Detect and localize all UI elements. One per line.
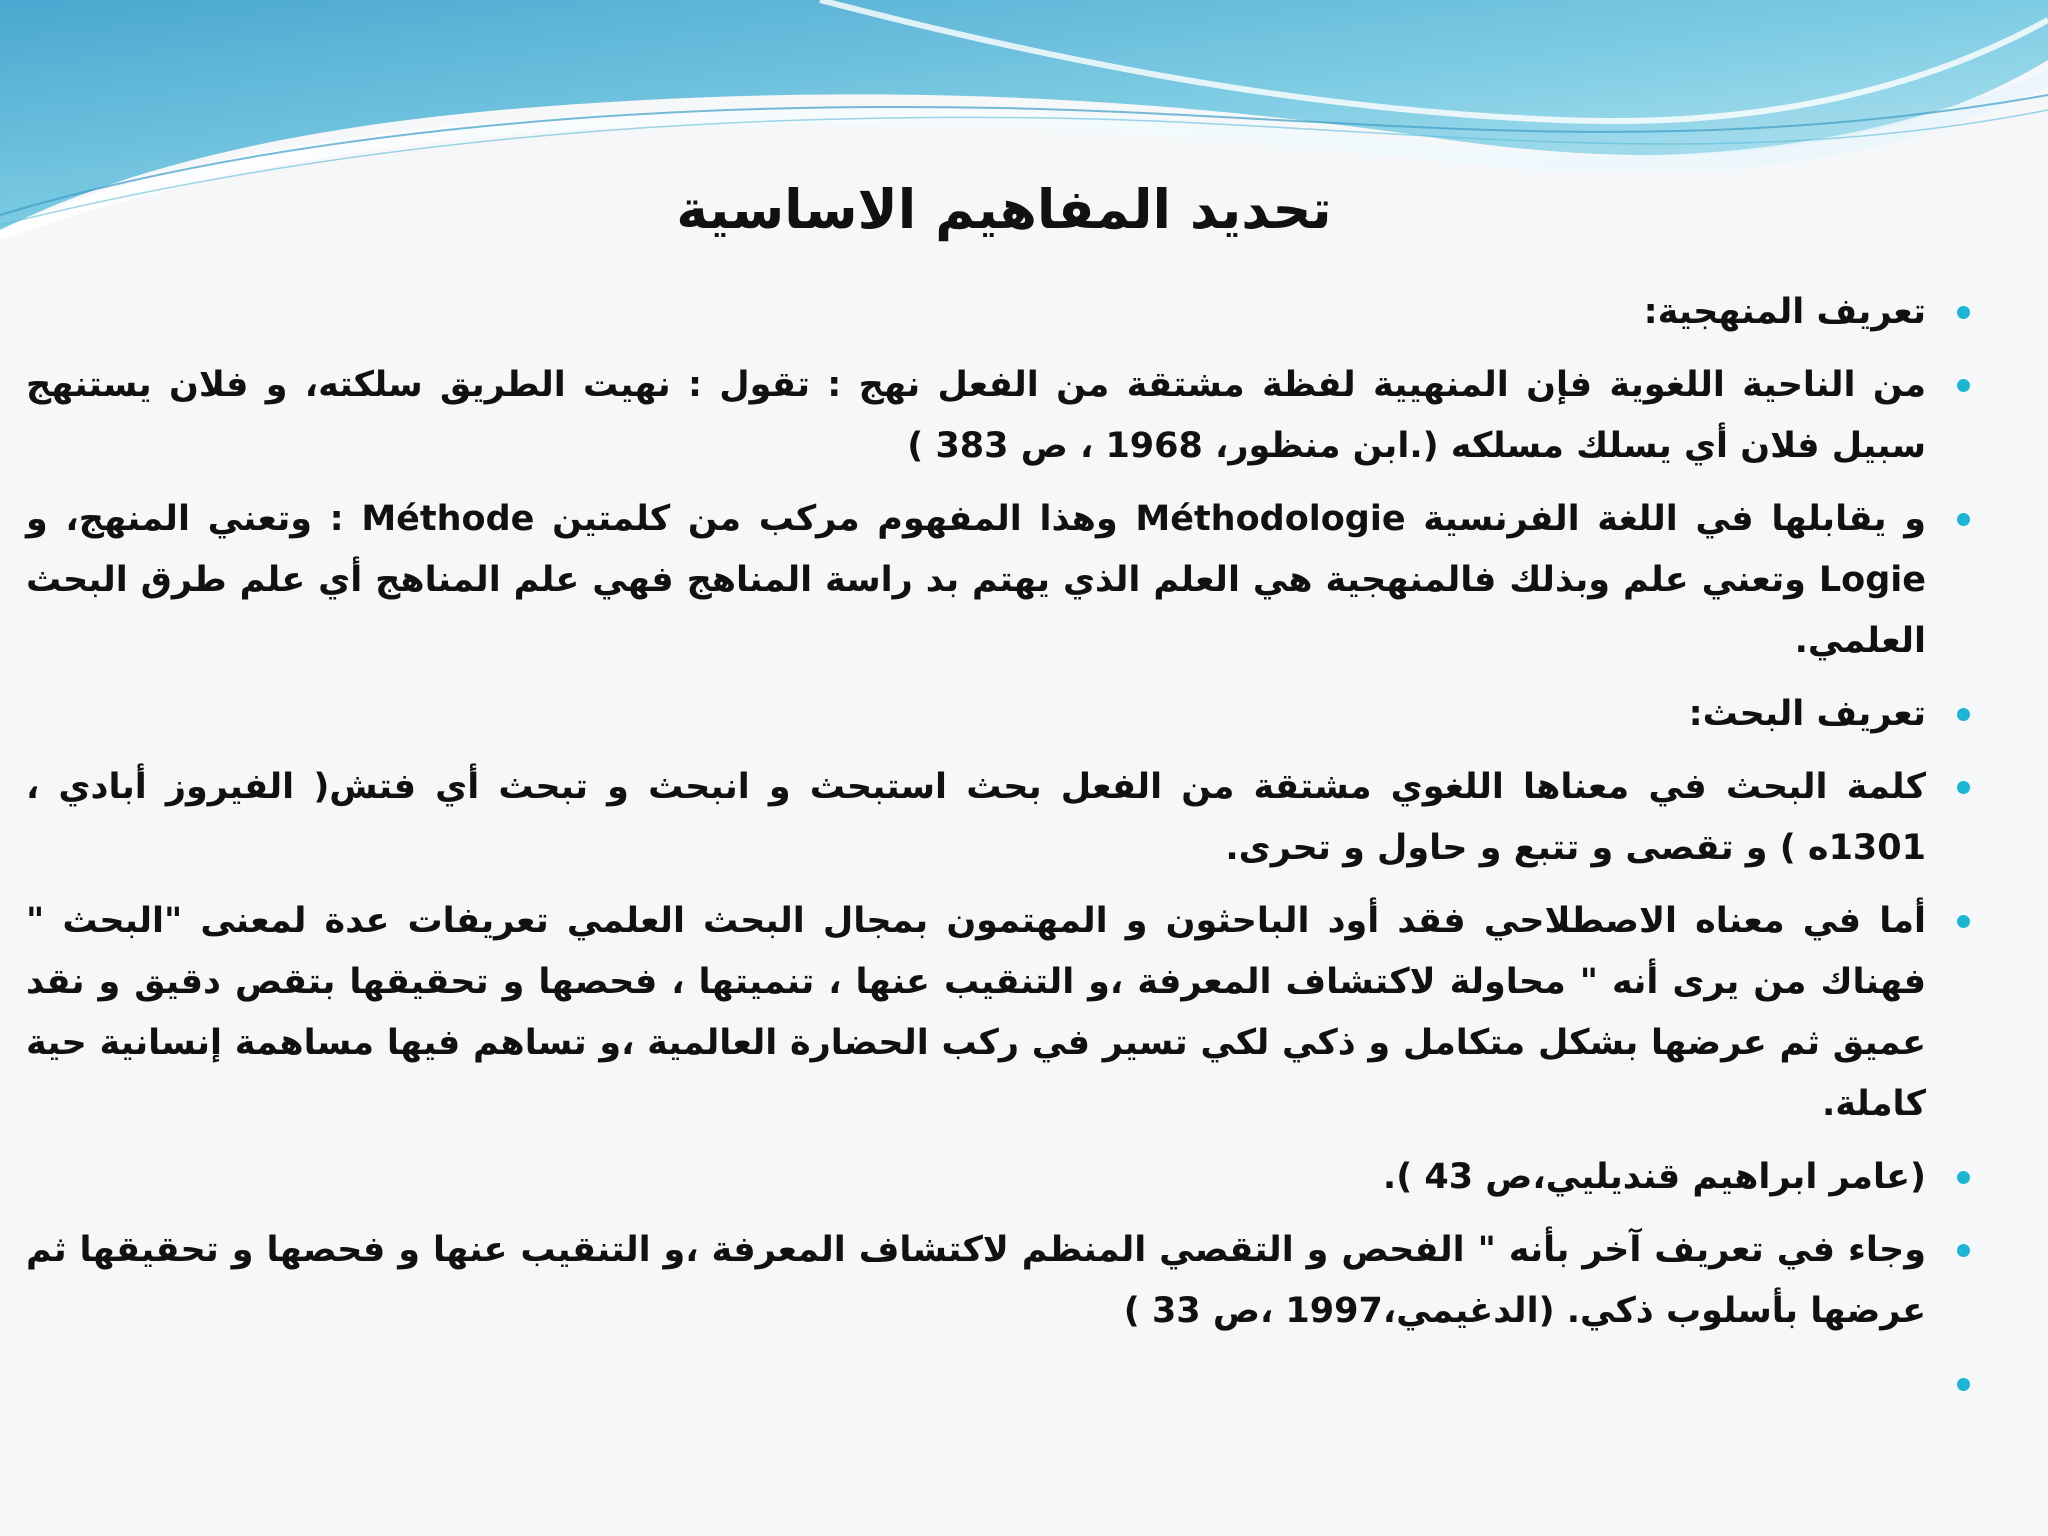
bullet-list (26, 282, 1986, 1415)
slide-content (26, 282, 1986, 1427)
slide-title: تحديد المفاهيم الاساسية (676, 178, 1332, 241)
bullet-dot-icon (1957, 1244, 1970, 1257)
bullet-text: (عامر ابراهيم قنديليي،ص 43 ). (1382, 1157, 1926, 1197)
bullet-item-empty (26, 1354, 1986, 1415)
bullet-text: كلمة البحث في معناها اللغوي مشتقة من الفعل بحث استبحث و انبحث و تبحث أي فتش( الفيروز أبادي ، 1301ه ) و تقصى و تتبع و حاول و تحرى. (26, 767, 1926, 868)
bullet-item (26, 355, 1986, 477)
bullet-dot-icon (1957, 708, 1970, 721)
bullet-text: من الناحية اللغوية فإن المنهيية لفظة مشتقة من الفعل نهج : تقول : نهيت الطريق سلكته، و فلان يستنهج سبيل فلان أي يسلك مسلكه (.ابن منظور، 1968 ، ص 383 ) (26, 365, 1926, 466)
bullet-dot-icon (1957, 1171, 1970, 1184)
bullet-dot-icon (1957, 781, 1970, 794)
bullet-item (26, 1147, 1986, 1208)
bullet-item (26, 489, 1986, 672)
bullet-dot-icon (1957, 306, 1970, 319)
bullet-text: أما في معناه الاصطلاحي فقد أود الباحثون و المهتمون بمجال البحث العلمي تعريفات عدة لمعنى "البحث " فهناك من يرى أنه " محاولة لاكتشاف المعرفة ،و التنقيب عنها ، تنميتها ، فحصها و تحقيقها بتقص دقيق و نقد عميق ثم عرضها بشكل متكامل و ذكي لكي تسير في ركب الحضارة العالمية ،و تساهم فيها مساهمة إنسانية حية كاملة. (26, 901, 1926, 1124)
bullet-item (26, 1220, 1986, 1342)
bullet-text: و يقابلها في اللغة الفرنسية Méthodologie وهذا المفهوم مركب من كلمتين Méthode : وتعني المنهج، و Logie وتعني علم وبذلك فالمنهجية هي العلم الذي يهتم بد راسة المناهج فهي علم المناهج أي علم طرق البحث العلمي. (26, 499, 1926, 661)
bullet-text: وجاء في تعريف آخر بأنه " الفحص و التقصي المنظم لاكتشاف المعرفة ،و التنقيب عنها و فحصها و تحقيقها ثم عرضها بأسلوب ذكي. (الدغيمي،1997 ،ص 33 ) (26, 1230, 1926, 1331)
bullet-item (26, 282, 1986, 343)
bullet-dot-icon (1957, 379, 1970, 392)
bullet-text: تعريف البحث: (1688, 694, 1926, 734)
bullet-dot-icon (1957, 513, 1970, 526)
bullet-dot-icon (1957, 915, 1970, 928)
bullet-item (26, 684, 1986, 745)
bullet-item (26, 757, 1986, 879)
bullet-text: تعريف المنهجية: (1643, 292, 1926, 332)
bullet-item (26, 891, 1986, 1135)
bullet-dot-icon (1957, 1378, 1970, 1391)
